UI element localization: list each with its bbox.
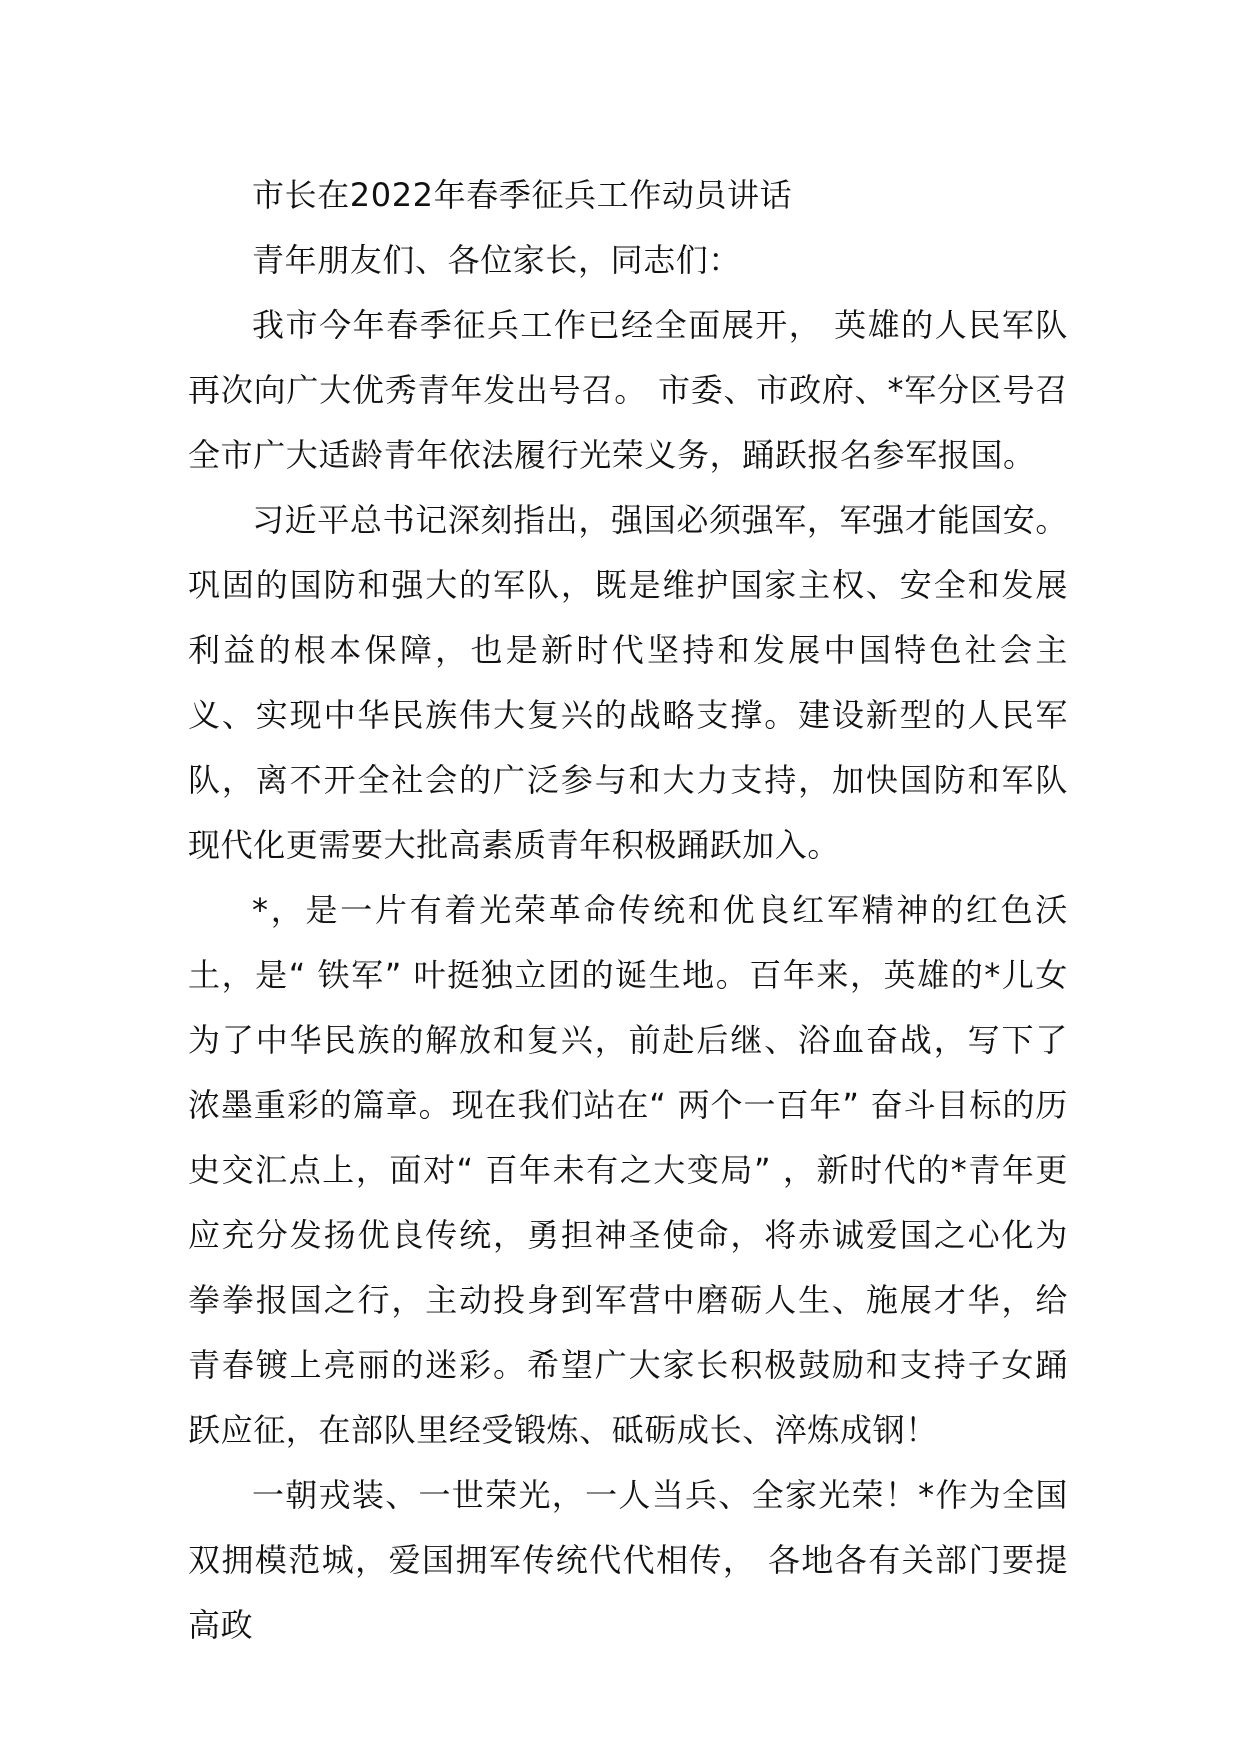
salutation: 青年朋友们、各位家长，同志们： [252,241,742,279]
document-body [188,163,1068,1658]
paragraph-1: 我市今年春季征兵工作已经全面展开， 英雄的人民军队再次向广大优秀青年发出号召。 市委、市政府、*军分区号召全市广大适龄青年依法履行光荣义务，踊跃报名参军报国。 [188,306,1068,474]
paragraph-2: 习近平总书记深刻指出，强国必须强军，军强才能国安。巩固的国防和强大的军队，既是维护国家主权、安全和发展利益的根本保障，也是新时代坚持和发展中国特色社会主义、实现中华民族伟大复兴的战略支撑。建设新型的人民军队，离不开全社会的广泛参与和大力支持，加快国防和军队现代化更需要大批高素质青年积极踊跃加入。 [188,501,1068,864]
paragraph-4: 一朝戎装、一世荣光，一人当兵、全家光荣！*作为全国双拥模范城，爱国拥军传统代代相传， 各地各有关部门要提高政 [188,1476,1068,1644]
paragraph-3: *，是一片有着光荣革命传统和优良红军精神的红色沃土，是“ 铁军” 叶挺独立团的诞生地。百年来，英雄的*儿女为了中华民族的解放和复兴，前赴后继、浴血奋战，写下了浓墨重彩的篇章。现在我们站在“ 两个一百年” 奋斗目标的历史交汇点上，面对“ 百年未有之大变局” ，新时代的*青年更应充分发扬优良传统，勇担神圣使命，将赤诚爱国之心化为拳拳报国之行，主动投身到军营中磨砺人生、施展才华，给青春镀上亮丽的迷彩。希望广大家长积极鼓励和支持子女踊跃应征，在部队里经受锻炼、砥砺成长、淬炼成钢！ [188,891,1068,1449]
document-title: 市长在2022年春季征兵工作动员讲话 [252,176,793,214]
